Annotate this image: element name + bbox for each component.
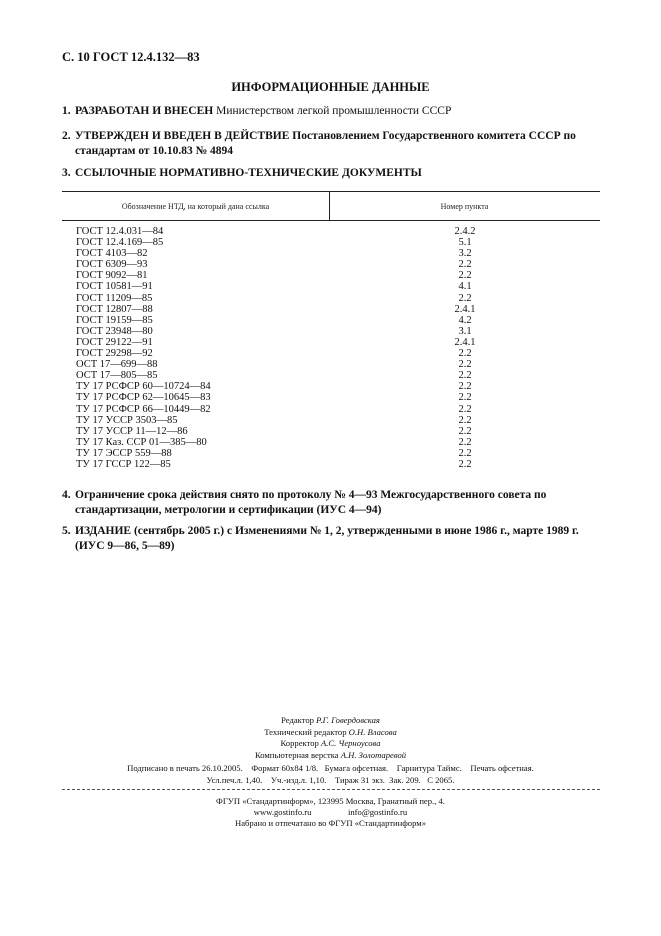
info-item-3: [62, 166, 600, 181]
table-cell-clause: 2.4.1: [454, 303, 476, 315]
item-text: Ограничение срока действия снято по протоколу № 4—93 Межгосударственного совета по стандартизации, метрологии и сертификации (ИУС 4—94): [75, 489, 547, 516]
table-cell-designation: ГОСТ 29298—92: [76, 348, 153, 360]
item-number: 1.: [62, 105, 71, 117]
table-cell-designation: ГОСТ 11209—85: [76, 292, 153, 304]
table-cell-clause: 2.2: [458, 392, 472, 404]
table-cell-clause: 5.1: [458, 237, 472, 249]
print-info-line: Подписано в печать 26.10.2005. Формат 60x84 1/8. Бумага офсетная. Гарнитура Таймс. Печать офсетная.: [127, 763, 534, 773]
table-cell-designation: ГОСТ 12807—88: [76, 303, 153, 315]
table-cell-clause: 2.2: [458, 414, 472, 426]
table-cell-designation: ГОСТ 19159—85: [76, 314, 153, 326]
table-cell-clause: 2.2: [458, 425, 472, 437]
credits-block: [0, 715, 661, 761]
publisher-printed: Набрано и отпечатано во ФГУП «Стандартинформ»: [235, 818, 426, 828]
info-item-5: [62, 524, 600, 553]
item-text: Министерством легкой промышленности СССР: [213, 105, 452, 117]
table-cell-designation: ОСТ 17—805—85: [76, 370, 158, 382]
item-text: Постановлением Государственного комитета СССР по стандартам от 10.10.83 № 4894: [75, 130, 576, 157]
table-header-designation: Обозначение НТД, на который дана ссылка: [121, 202, 270, 211]
table-cell-clause: 2.2: [458, 436, 472, 448]
table-cell-designation: ТУ 17 ЭССР 559—88: [76, 447, 172, 459]
item-text: (сентябрь 2005 г.) с Изменениями № 1, 2, утвержденными в июне 1986 г., марте 1989 г. (ИУС 9—86, 5—89): [75, 525, 579, 552]
item-bold-text: ССЫЛОЧНЫЕ НОРМАТИВНО-ТЕХНИЧЕСКИЕ ДОКУМЕНТЫ: [75, 167, 422, 179]
table-column-clause: [410, 226, 520, 470]
credit-line: Редактор Р.Г. Говердовская: [281, 715, 380, 725]
table-cell-designation: ТУ 17 РСФСР 66—10449—82: [76, 403, 211, 415]
publisher-address: ФГУП «Стандартинформ», 123995 Москва, Гранатный пер., 4.: [216, 796, 445, 806]
credit-line: Компьютерная верстка А.Н. Золотаревой: [254, 749, 407, 760]
table-cell-clause: 2.4.2: [454, 226, 476, 237]
page-header: С. 10 ГОСТ 12.4.132—83: [62, 50, 200, 64]
table-cell-clause: 2.4.1: [454, 336, 476, 348]
table-cell-designation: ТУ 17 ГССР 122—85: [76, 458, 171, 470]
table-cell-clause: 4.1: [458, 281, 472, 293]
item-number: 4.: [62, 489, 71, 501]
info-item-2: [62, 129, 600, 158]
table-cell-clause: 2.2: [458, 292, 472, 304]
section-title: ИНФОРМАЦИОННЫЕ ДАННЫЕ: [231, 80, 430, 94]
table-cell-clause: 2.2: [458, 359, 472, 371]
item-number: 5.: [62, 525, 71, 537]
table-cell-designation: ГОСТ 4103—82: [76, 248, 148, 260]
info-item-1: [62, 104, 600, 119]
credit-line: Корректор А.С. Черноусова: [280, 738, 381, 748]
table-cell-clause: 2.2: [458, 447, 472, 459]
table-cell-clause: 2.2: [458, 348, 472, 360]
imprint-divider: [62, 789, 600, 790]
table-cell-designation: ГОСТ 9092—81: [76, 270, 148, 282]
table-cell-designation: ТУ 17 РСФСР 62—10645—83: [76, 392, 211, 404]
print-info: [0, 763, 661, 787]
table-cell-designation: ТУ 17 Каз. ССР 01—385—80: [76, 436, 207, 448]
publisher-web: www.gostinfo.ru info@gostinfo.ru: [253, 807, 408, 817]
table-cell-clause: 3.1: [458, 325, 472, 337]
table-cell-clause: 2.2: [458, 270, 472, 282]
table-cell-designation: ГОСТ 12.4.169—85: [76, 237, 164, 249]
table-header-clause: Номер пункта: [440, 202, 489, 211]
table-cell-designation: ОСТ 17—699—88: [76, 359, 158, 371]
table-cell-designation: ТУ 17 РСФСР 60—10724—84: [76, 381, 211, 393]
table-cell-clause: 2.2: [458, 259, 472, 271]
table-column-designation: [76, 226, 211, 470]
table-cell-clause: 4.2: [458, 314, 472, 326]
item-number: 2.: [62, 130, 71, 142]
table-cell-designation: ГОСТ 10581—91: [76, 281, 153, 293]
table-cell-clause: 3.2: [458, 248, 472, 260]
print-info-line: Усл.печ.л. 1,40. Уч.-изд.л. 1,10. Тираж 31 экз. Зак. 209. С 2065.: [206, 774, 455, 785]
table-cell-designation: ГОСТ 6309—93: [76, 259, 148, 271]
publisher-info: [0, 796, 661, 829]
item-number: 3.: [62, 167, 71, 179]
table-cell-clause: 2.2: [458, 403, 472, 415]
credit-line: Технический редактор О.Н. Власова: [264, 726, 397, 737]
table-top-rule: [62, 191, 600, 192]
table-header-rule: [62, 220, 600, 221]
info-item-4: [62, 488, 600, 517]
table-cell-clause: 2.2: [458, 458, 472, 470]
table-cell-designation: ГОСТ 12.4.031—84: [76, 226, 164, 237]
item-bold-text: РАЗРАБОТАН И ВНЕСЕН: [75, 105, 214, 117]
item-bold-text: ИЗДАНИЕ: [75, 525, 132, 537]
table-cell-clause: 2.2: [458, 370, 472, 382]
table-cell-designation: ГОСТ 29122—91: [76, 336, 153, 348]
table-cell-clause: 2.2: [458, 381, 472, 393]
item-bold-text: УТВЕРЖДЕН И ВВЕДЕН В ДЕЙСТВИЕ: [75, 130, 290, 142]
table-cell-designation: ТУ 17 УССР 3503—85: [76, 414, 178, 426]
table-cell-designation: ТУ 17 УССР 11—12—86: [76, 425, 188, 437]
table-cell-designation: ГОСТ 23948—80: [76, 325, 153, 337]
